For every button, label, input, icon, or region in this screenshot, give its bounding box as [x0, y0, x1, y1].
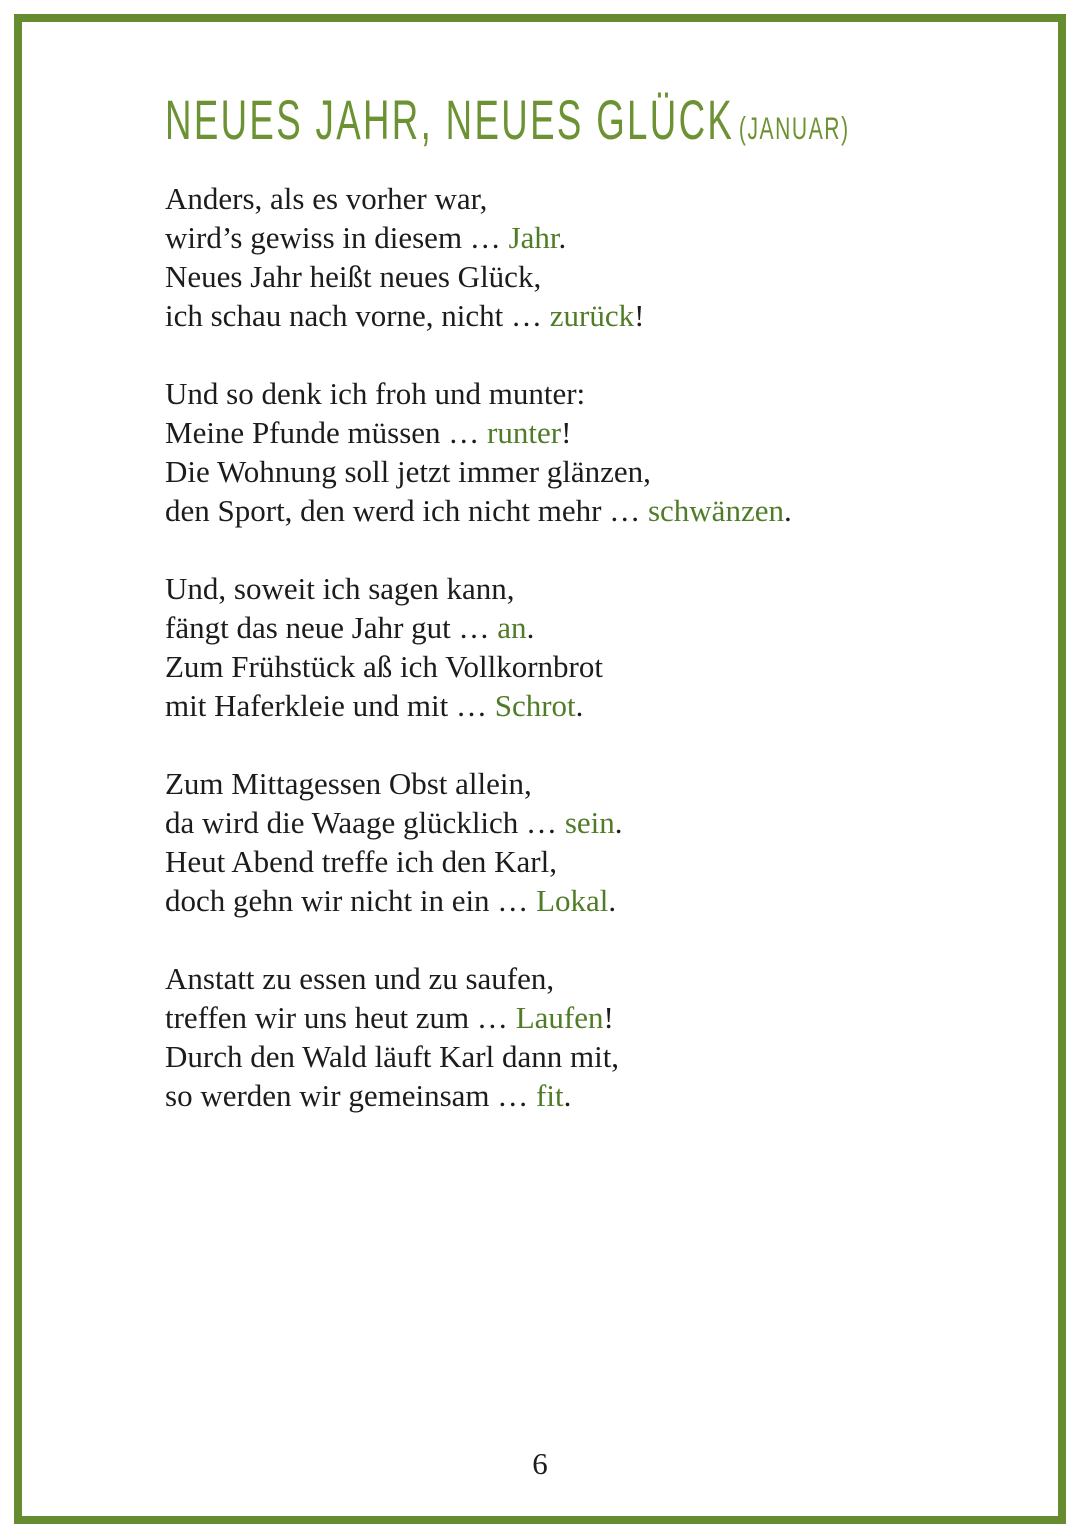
poem-text-segment: den Sport, den werd ich nicht mehr …: [165, 493, 648, 528]
poem-stanza: [165, 374, 1000, 530]
page-title-text: NEUES JAHR, NEUES GLÜCK: [165, 88, 735, 151]
poem-text-segment: Heut Abend treffe ich den Karl,: [165, 844, 557, 879]
poem-text-segment: Anstatt zu essen und zu saufen,: [165, 961, 555, 996]
poem-line: [165, 959, 1000, 998]
poem-text-segment: Neues Jahr heißt neues Glück,: [165, 259, 542, 294]
page-title: [165, 88, 1000, 151]
poem-line: [165, 1076, 1000, 1115]
poem-text-segment: wird’s gewiss in diesem …: [165, 220, 509, 255]
poem-line: [165, 764, 1000, 803]
poem-text-segment: .: [558, 220, 567, 255]
poem-text-segment: so werden wir gemeinsam …: [165, 1078, 537, 1113]
poem-line: [165, 296, 1000, 335]
poem-text-segment: treffen wir uns heut zum …: [165, 1000, 516, 1035]
page-title-inner: [165, 87, 850, 152]
poem-line: [165, 1037, 1000, 1076]
poem-line: [165, 608, 1000, 647]
poem-line: [165, 686, 1000, 725]
poem-text-segment: Meine Pfunde müssen …: [165, 415, 488, 450]
poem-line: [165, 881, 1000, 920]
poem-text-segment: .: [575, 688, 584, 723]
poem-word-highlight: runter: [487, 415, 562, 450]
poem-text-segment: !: [603, 1000, 614, 1035]
poem-line: [165, 179, 1000, 218]
poem-line: [165, 491, 1000, 530]
poem-word-highlight: sein: [564, 805, 615, 840]
poem-line: [165, 452, 1000, 491]
poem-line: [165, 647, 1000, 686]
poem-word-highlight: Schrot: [494, 688, 576, 723]
poem-text-segment: ich schau nach vorne, nicht …: [165, 298, 550, 333]
poem-line: [165, 218, 1000, 257]
poem-text-segment: Und, soweit ich sagen kann,: [165, 571, 515, 606]
poem-line: [165, 569, 1000, 608]
poem-line: [165, 998, 1000, 1037]
page-number: 6: [532, 1446, 548, 1481]
poem-text-segment: Durch den Wald läuft Karl dann mit,: [165, 1039, 620, 1074]
page-content: [165, 88, 1000, 1154]
poem-line: [165, 803, 1000, 842]
poem-line: [165, 413, 1000, 452]
poem-text-segment: .: [783, 493, 792, 528]
poem-text-segment: Anders, als es vorher war,: [165, 181, 488, 216]
poem-text-segment: doch gehn wir nicht in ein …: [165, 883, 537, 918]
poem-stanza: [165, 179, 1000, 335]
poem-word-highlight: fit: [536, 1078, 564, 1113]
poem-word-highlight: Lokal: [536, 883, 609, 918]
poem-text-segment: fängt das neue Jahr gut …: [165, 610, 498, 645]
poem-stanza: [165, 959, 1000, 1115]
poem-line: [165, 257, 1000, 296]
poem-line: [165, 374, 1000, 413]
poem-line: [165, 842, 1000, 881]
poem-text-segment: .: [563, 1078, 572, 1113]
poem-text-segment: Zum Frühstück aß ich Vollkornbrot: [165, 649, 603, 684]
poem-text-segment: mit Haferkleie und mit …: [165, 688, 495, 723]
page-subtitle: (JANUAR): [738, 110, 850, 147]
poem-body: [165, 179, 1000, 1115]
poem-word-highlight: Laufen: [515, 1000, 604, 1035]
poem-text-segment: !: [561, 415, 572, 450]
poem-text-segment: .: [608, 883, 617, 918]
poem-text-segment: Die Wohnung soll jetzt immer glänzen,: [165, 454, 651, 489]
poem-text-segment: da wird die Waage glücklich …: [165, 805, 565, 840]
poem-text-segment: !: [634, 298, 645, 333]
poem-text-segment: Und so denk ich froh und munter:: [165, 376, 586, 411]
poem-text-segment: Zum Mittagessen Obst allein,: [165, 766, 532, 801]
poem-word-highlight: Jahr: [508, 220, 559, 255]
poem-word-highlight: zurück: [549, 298, 635, 333]
poem-text-segment: .: [614, 805, 623, 840]
poem-text-segment: .: [526, 610, 535, 645]
poem-stanza: [165, 569, 1000, 725]
poem-stanza: [165, 764, 1000, 920]
poem-word-highlight: schwänzen: [647, 493, 784, 528]
poem-word-highlight: an: [497, 610, 527, 645]
